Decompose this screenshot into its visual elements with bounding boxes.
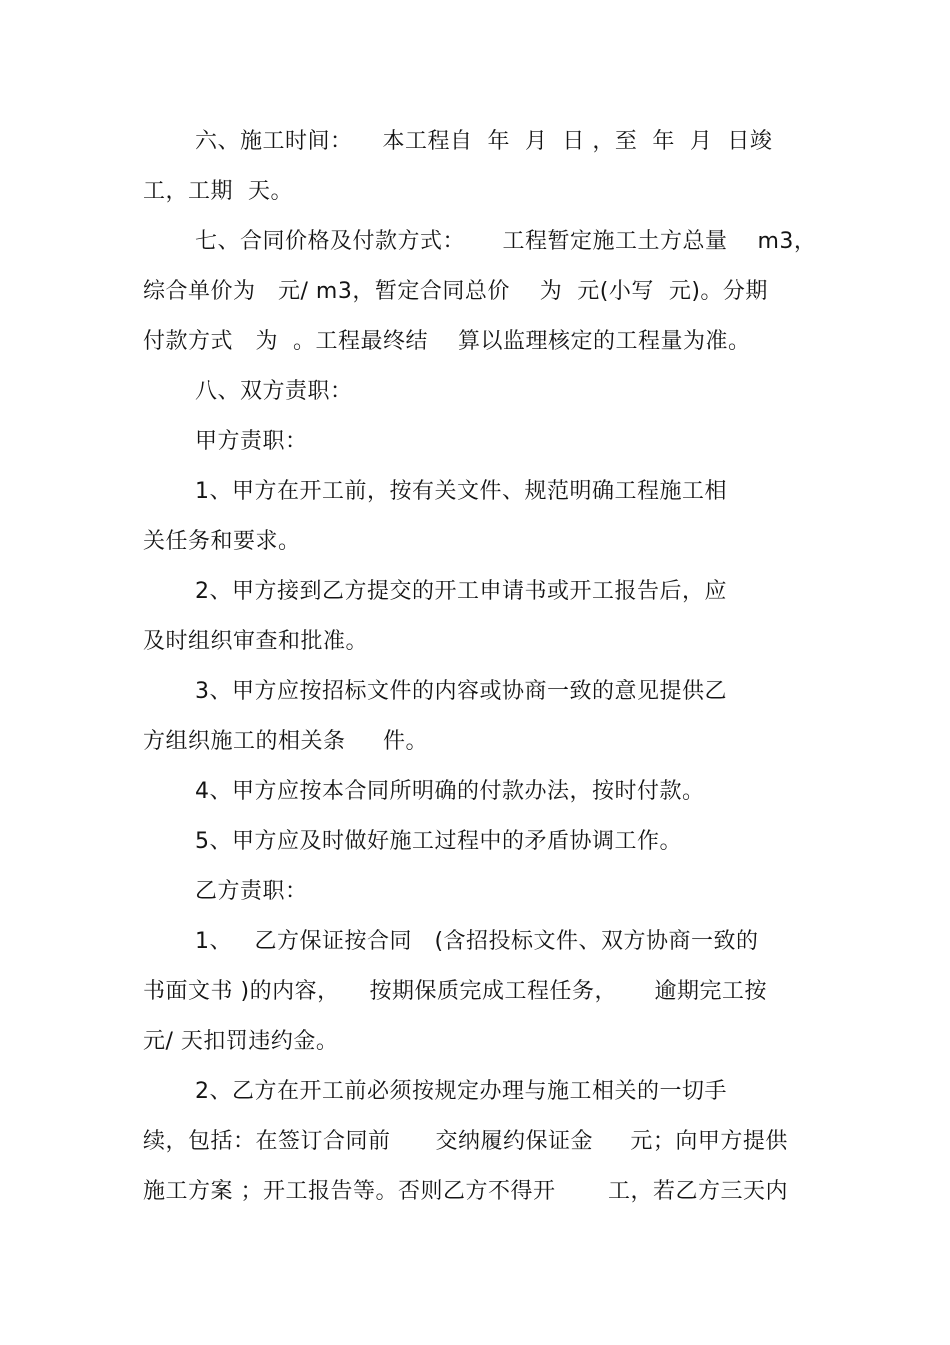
text-line: 续，包括：在签订合同前 交纳履约保证金 元；向甲方提供 <box>143 1129 788 1154</box>
party-a-item-1: 1、甲方在开工前，按有关文件、规范明确工程施工相 <box>195 479 727 504</box>
text-line: 书面文书 )的内容， 按期保质完成工程任务， 逾期完工按 <box>143 979 768 1004</box>
party-b-heading: 乙方责职： <box>195 879 308 904</box>
text-line: 付款方式 为 。工程最终结 算以监理核定的工程量为准。 <box>143 329 751 354</box>
party-b-item-2: 2、乙方在开工前必须按规定办理与施工相关的一切手 <box>195 1079 727 1104</box>
text-line: 及时组织审查和批准。 <box>143 629 369 654</box>
party-a-item-4: 4、甲方应按本合同所明确的付款办法，按时付款。 <box>195 779 705 804</box>
section-7-price-payment: 七、合同价格及付款方式： 工程暂定施工土方总量 m3， <box>195 229 817 254</box>
text-line: 工，工期 天。 <box>143 179 293 204</box>
party-a-heading: 甲方责职： <box>195 429 308 454</box>
party-a-item-2: 2、甲方接到乙方提交的开工申请书或开工报告后，应 <box>195 579 727 604</box>
text-line: 元/ 天扣罚违约金。 <box>143 1029 339 1054</box>
text-line: 方组织施工的相关条 件。 <box>143 729 428 754</box>
section-6-construction-time: 六、施工时间： 本工程自 年 月 日 ，至 年 月 日竣 <box>195 129 773 154</box>
party-b-item-1: 1、 乙方保证按合同 (含招投标文件、双方协商一致的 <box>195 929 759 954</box>
party-a-item-3: 3、甲方应按招标文件的内容或协商一致的意见提供乙 <box>195 679 727 704</box>
text-line: 综合单价为 元/ m3，暂定合同总价 为 元(小写 元)。分期 <box>143 279 768 304</box>
text-line: 关任务和要求。 <box>143 529 301 554</box>
text-line: 施工方案 ；开工报告等。否则乙方不得开 工，若乙方三天内 <box>143 1179 788 1204</box>
section-8-responsibilities: 八、双方责职： <box>195 379 353 404</box>
party-a-item-5: 5、甲方应及时做好施工过程中的矛盾协调工作。 <box>195 829 682 854</box>
